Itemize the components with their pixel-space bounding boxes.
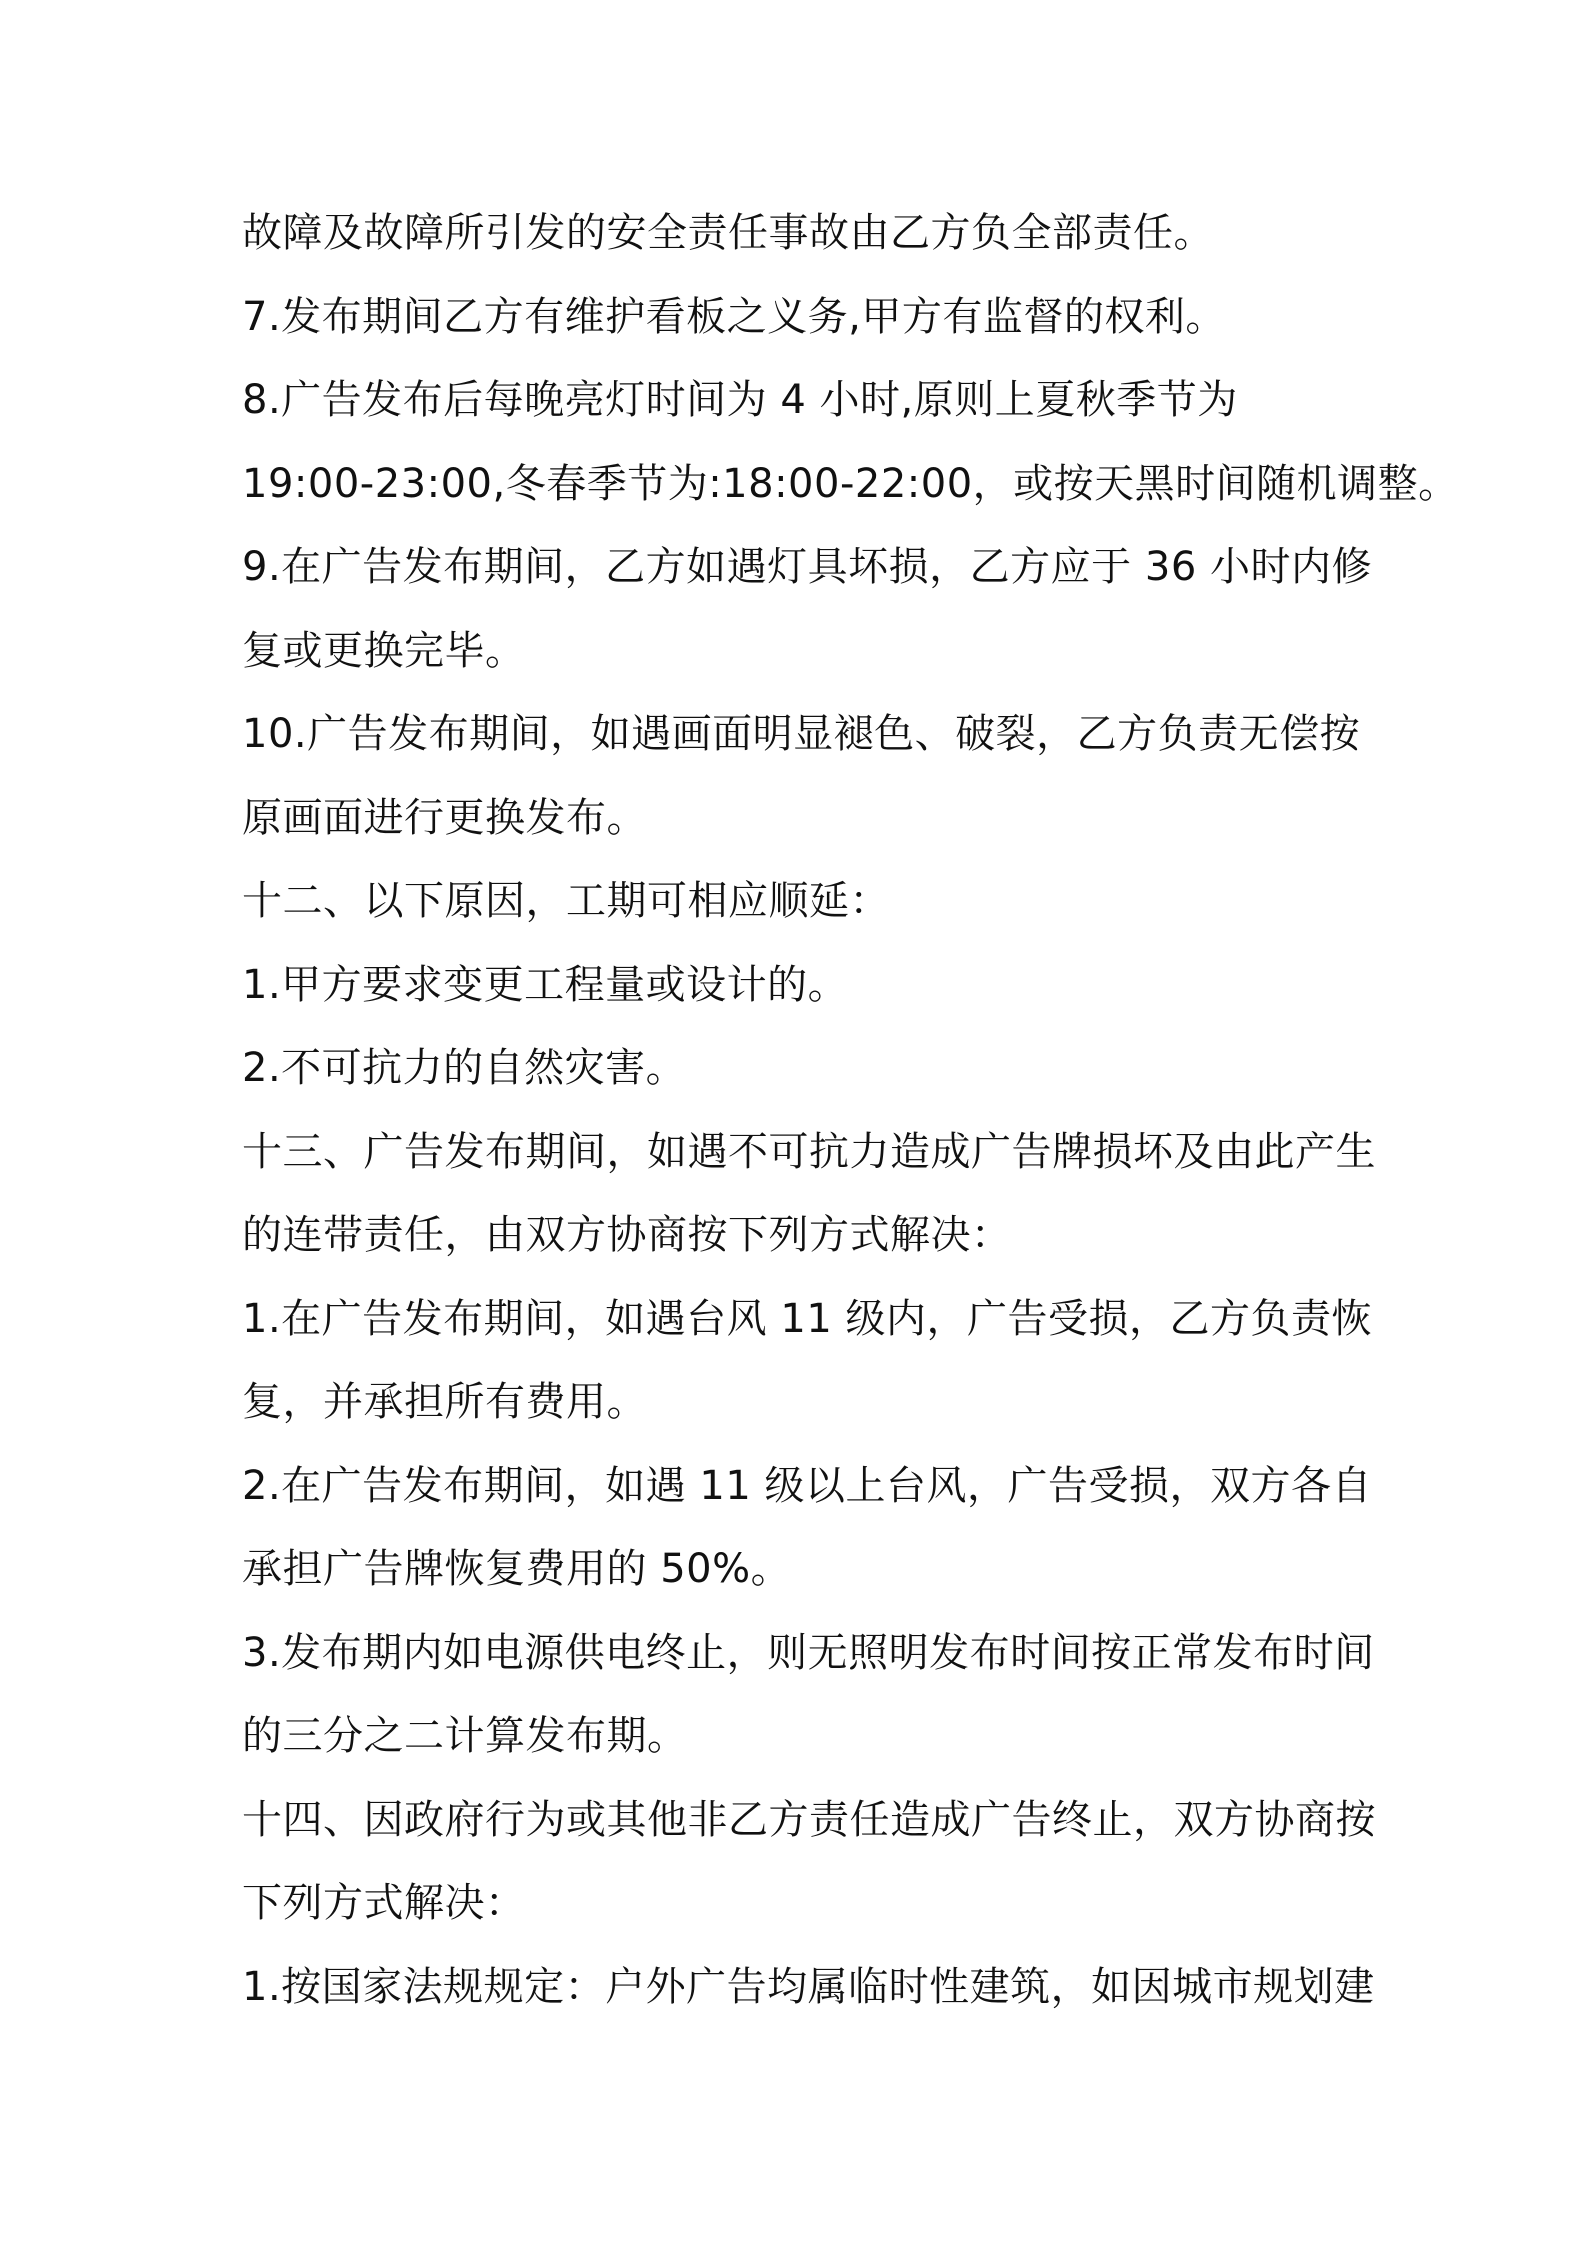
text-line: 原画面进行更换发布。 — [242, 794, 647, 841]
text-line: 3.发布期内如电源供电终止，则无照明发布时间按正常发布时间 — [242, 1629, 1375, 1676]
text-line: 1.在广告发布期间，如遇台风 11 级内，广告受损，乙方负责恢 — [242, 1295, 1372, 1342]
text-line: 8.广告发布后每晚亮灯时间为 4 小时,原则上夏秋季节为 — [242, 377, 1238, 423]
text-line: 的连带责任，由双方协商按下列方式解决： — [242, 1212, 1012, 1258]
text-line: 复或更换完毕。 — [242, 627, 526, 674]
section-heading: 十四、因政府行为或其他非乙方责任造成广告终止，双方协商按 — [242, 1796, 1376, 1843]
text-line: 19:00-23:00,冬春季节为:18:00-22:00，或按天黑时间随机调整。 — [242, 460, 1459, 507]
text-line: 2.不可抗力的自然灾害。 — [242, 1045, 687, 1091]
text-line: 下列方式解决： — [242, 1880, 526, 1926]
text-line: 2.在广告发布期间，如遇 11 级以上台风，广告受损，双方各自 — [242, 1462, 1372, 1509]
text-line: 1.按国家法规规定：户外广告均属临时性建筑，如因城市规划建 — [242, 1963, 1375, 2010]
text-line: 的三分之二计算发布期。 — [242, 1713, 688, 1759]
text-line: 1.甲方要求变更工程量或设计的。 — [242, 961, 849, 1008]
text-line: 7.发布期间乙方有维护看板之义务,甲方有监督的权利。 — [242, 293, 1226, 340]
section-heading: 十三、广告发布期间，如遇不可抗力造成广告牌损坏及由此产生 — [242, 1128, 1376, 1175]
text-line: 9.在广告发布期间，乙方如遇灯具坏损，乙方应于 36 小时内修 — [242, 544, 1372, 590]
contract-text-body — [242, 192, 1542, 2029]
text-line: 承担广告牌恢复费用的 50%。 — [242, 1546, 792, 1592]
text-line: 10.广告发布期间，如遇画面明显褪色、破裂，乙方负责无偿按 — [242, 711, 1361, 757]
text-line: 复，并承担所有费用。 — [242, 1379, 647, 1425]
section-heading: 十二、以下原因，工期可相应顺延： — [242, 878, 890, 924]
text-line: 故障及故障所引发的安全责任事故由乙方负全部责任。 — [242, 210, 1214, 256]
